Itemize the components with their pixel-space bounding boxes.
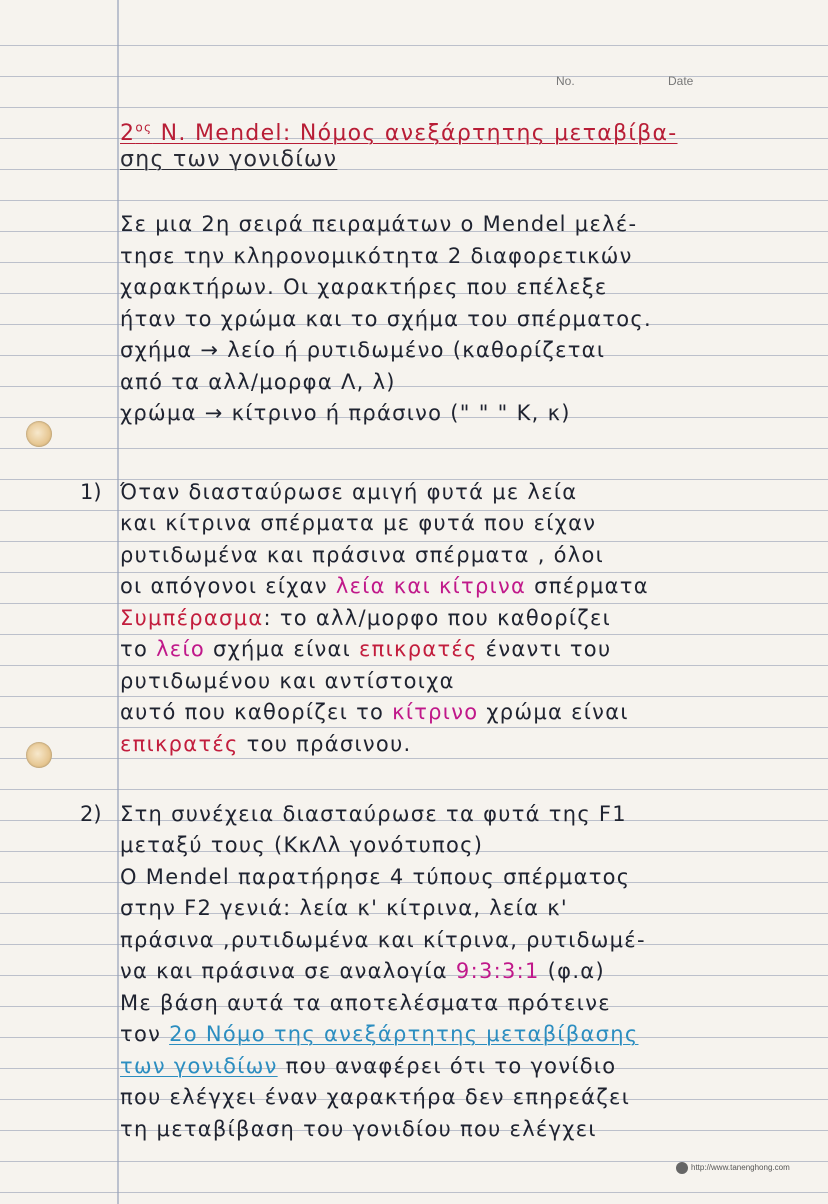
- s2-line: στην F2 γενιά: λεία κ' κίτρινα, λεία κ': [120, 896, 568, 920]
- s2-text: που αναφέρει ότι το γονίδιο: [277, 1054, 617, 1078]
- s1-line: ρυτιδωμένου και αντίστοιχα: [120, 669, 455, 693]
- s2-line: [120, 957, 605, 985]
- s2-line: που ελέγχει έναν χαρακτήρα δεν επηρεάζει: [120, 1085, 631, 1109]
- s1-text: σπέρματα: [526, 574, 649, 598]
- highlight-smooth-yellow: λεία και κίτρινα: [335, 574, 527, 598]
- s2-line: Στη συνέχεια διασταύρωσε τα φυτά της F1: [120, 802, 627, 826]
- s1-text: αυτό που καθορίζει το: [120, 700, 393, 724]
- s1-line: [120, 604, 611, 632]
- header-no-label: No.: [556, 74, 575, 88]
- s1-line: [120, 730, 412, 758]
- intro-line: ήταν το χρώμα και το σχήμα του σπέρματος.: [120, 307, 653, 331]
- ratio-highlight: 9:3:3:1: [455, 959, 540, 983]
- section-1-number: 1): [80, 480, 102, 504]
- title-prefix: 2: [120, 121, 136, 147]
- s2-line: Με βάση αυτά τα αποτελέσματα πρότεινε: [120, 991, 611, 1015]
- s2-text: (φ.α): [539, 959, 605, 983]
- s1-line: [120, 572, 649, 600]
- conclusion-label: Συμπέρασμα: [120, 606, 264, 630]
- s1-line: [120, 635, 611, 663]
- s2-line: τη μεταβίβαση του γονιδίου που ελέγχει: [120, 1117, 597, 1141]
- binder-hole-top: [26, 421, 52, 447]
- intro-line: τησε την κληρονομικότητα 2 διαφορετικών: [120, 244, 633, 268]
- intro-line: σχήμα → λείο ή ρυτιδωμένο (καθορίζεται: [120, 338, 606, 362]
- highlight-dominant: επικρατές: [359, 637, 478, 661]
- s1-line: και κίτρινα σπέρματα με φυτά που είχαν: [120, 511, 597, 535]
- law-name-highlight-2: των γονιδίων: [120, 1054, 278, 1078]
- s1-text: : το αλλ/μορφο που καθορίζει: [263, 606, 612, 630]
- title-text-2: σης των γονιδίων: [120, 147, 338, 172]
- s1-text: σχήμα είναι: [205, 637, 360, 661]
- watermark: [676, 1162, 790, 1174]
- s1-text: χρώμα είναι: [478, 700, 629, 724]
- s1-text: οι απόγονοι είχαν: [120, 574, 336, 598]
- s2-line: πράσινα ,ρυτιδωμένα και κίτρινα, ρυτιδωμέ-: [120, 928, 646, 952]
- s1-text: του πράσινου.: [238, 732, 412, 756]
- margin-line: [117, 0, 119, 1204]
- highlight-smooth: λείο: [156, 637, 206, 661]
- s1-text: το: [120, 637, 157, 661]
- watermark-text: http://www.tanenghong.com: [691, 1163, 790, 1173]
- highlight-dominant: επικρατές: [120, 732, 239, 756]
- highlight-yellow: κίτρινο: [392, 700, 479, 724]
- s1-text: έναντι του: [477, 637, 612, 661]
- title-line-1: [120, 114, 678, 148]
- binder-hole-bottom: [26, 742, 52, 768]
- s2-text: να και πράσινα σε αναλογία: [120, 959, 456, 983]
- law-name-highlight: 2ο Νόμο της ανεξάρτητης μεταβίβασης: [169, 1022, 639, 1046]
- s2-text: τον: [120, 1022, 170, 1046]
- header-date-label: Date: [668, 74, 694, 88]
- title-text: N. Mendel: Νόμος ανεξάρτητης μεταβίβα-: [152, 121, 678, 147]
- intro-line: από τα αλλ/μορφα Λ, λ): [120, 370, 396, 394]
- title-sup: ος: [135, 121, 153, 135]
- watermark-logo-icon: [676, 1162, 688, 1174]
- section-2-number: 2): [80, 802, 102, 826]
- intro-line: χρώμα → κίτρινο ή πράσινο (" " " Κ, κ): [120, 401, 571, 425]
- intro-line: χαρακτήρων. Οι χαρακτήρες που επέλεξε: [120, 275, 608, 299]
- s1-line: Όταν διασταύρωσε αμιγή φυτά με λεία: [120, 480, 578, 504]
- s2-line: Ο Mendel παρατήρησε 4 τύπους σπέρματος: [120, 865, 631, 889]
- s2-line: [120, 1020, 639, 1048]
- s2-line: [120, 1052, 616, 1080]
- title-line-2: [120, 146, 337, 174]
- s1-line: ρυτιδωμένα και πράσινα σπέρματα , όλοι: [120, 543, 605, 567]
- s1-line: [120, 698, 629, 726]
- s2-line: μεταξύ τους (ΚκΛλ γονότυπος): [120, 833, 484, 857]
- intro-line: Σε μια 2η σειρά πειραμάτων ο Mendel μελέ-: [120, 212, 638, 236]
